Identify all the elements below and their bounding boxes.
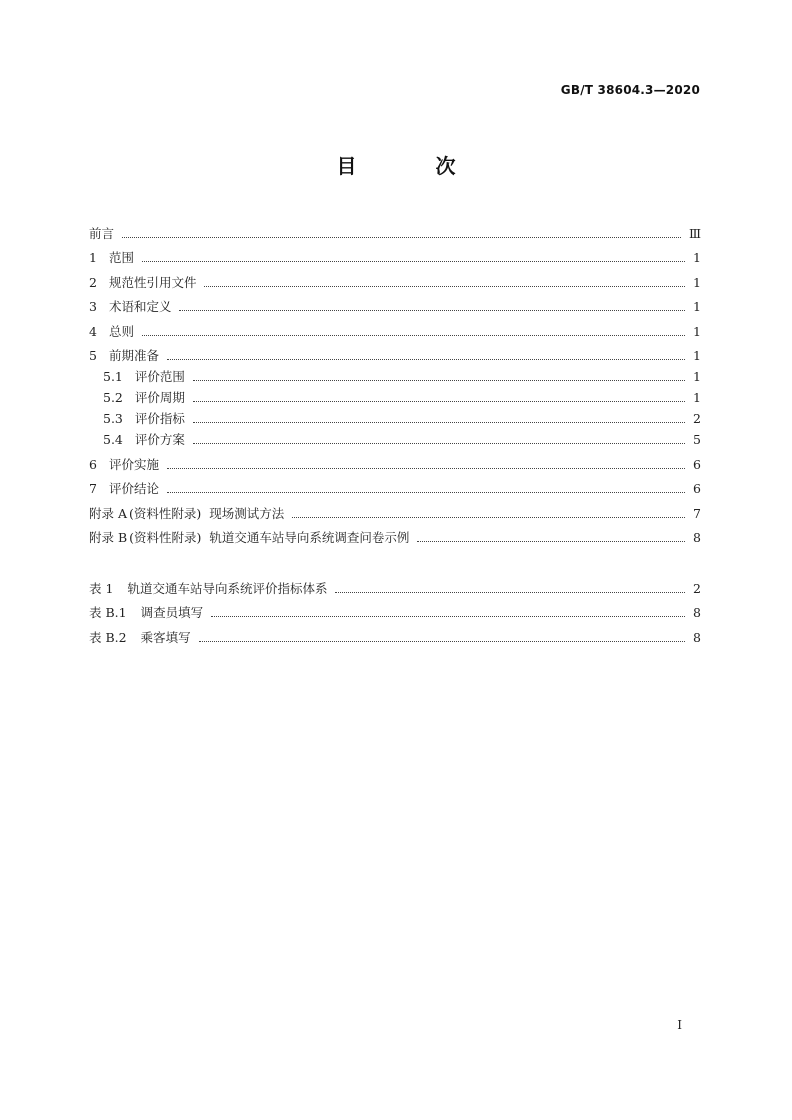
toc-entry[interactable] [89, 242, 701, 267]
toc-entry-page: 1 [693, 348, 701, 363]
toc-entry[interactable] [89, 473, 701, 498]
toc-entry-number: 5.4 [103, 432, 123, 447]
toc-entry-number: 5.3 [103, 411, 123, 426]
toc-entry-number: 1 [89, 250, 97, 265]
toc-entry[interactable] [89, 427, 701, 448]
dot-leader [167, 468, 685, 469]
toc-entry-page: 6 [693, 481, 701, 496]
toc-entry[interactable] [89, 364, 701, 385]
toc-entry-label: 评价实施 [108, 456, 159, 472]
toc-entry-page: 7 [693, 505, 701, 521]
dot-leader [193, 443, 685, 444]
toc-entry-page: 8 [693, 605, 701, 620]
toc-entry-page: 8 [693, 629, 701, 645]
toc-entry-number: 4 [89, 323, 97, 339]
dot-leader [204, 286, 685, 287]
dot-leader [167, 492, 685, 493]
toc-entry-number: 表 B.1 [89, 605, 127, 620]
toc-entry-page: 1 [693, 369, 701, 384]
dot-leader [193, 380, 685, 381]
table-of-contents [89, 217, 701, 546]
toc-entry-page: 5 [693, 432, 701, 447]
dot-leader [193, 422, 685, 423]
toc-entry-number: 表 B.2 [89, 629, 127, 645]
toc-entry-label: 乘客填写 [140, 629, 191, 645]
toc-entry-label: 术语和定义 [108, 299, 172, 314]
toc-entry-number: 附录 A [89, 505, 128, 521]
dot-leader [142, 335, 685, 336]
toc-entry[interactable] [89, 522, 701, 547]
toc-entry[interactable] [89, 572, 701, 597]
toc-entry-label: (资料性附录) 现场测试方法 [129, 505, 285, 521]
toc-entry-page: 1 [693, 323, 701, 339]
dot-leader [417, 541, 685, 542]
dot-leader [179, 310, 685, 311]
toc-entry-page: 8 [693, 530, 701, 545]
dot-leader [142, 261, 685, 262]
toc-entry-number: 6 [89, 456, 97, 472]
list-of-tables [89, 572, 701, 646]
toc-entry[interactable] [89, 217, 701, 242]
toc-entry-number: 2 [89, 274, 97, 290]
toc-entry[interactable] [89, 340, 701, 365]
toc-entry-label: 范围 [108, 250, 134, 265]
toc-entry[interactable] [89, 497, 701, 522]
toc-entry-label: 评价指标 [134, 411, 185, 426]
toc-entry-page: 6 [693, 456, 701, 472]
toc-entry[interactable] [89, 597, 701, 622]
toc-entry-number: 附录 B [89, 530, 128, 545]
toc-entry-label: (资料性附录) 轨道交通车站导向系统调查问卷示例 [129, 530, 410, 545]
toc-entry-label: 调查员填写 [140, 605, 204, 620]
toc-entry-label: 规范性引用文件 [108, 274, 197, 290]
toc-entry-page: Ⅲ [688, 225, 701, 241]
toc-entry[interactable] [89, 266, 701, 291]
toc-entry[interactable] [89, 315, 701, 340]
toc-entry-number: 3 [89, 299, 97, 314]
toc-entry-label: 评价周期 [134, 390, 185, 405]
dot-leader [211, 616, 685, 617]
toc-entry-page: 1 [693, 390, 701, 405]
toc-entry-page: 2 [693, 411, 701, 426]
toc-entry-page: 1 [693, 250, 701, 265]
toc-entry-label: 前期准备 [108, 348, 159, 363]
standard-code: GB/T 38604.3—2020 [560, 83, 700, 97]
dot-leader [167, 359, 685, 360]
toc-entry-label: 前言 [89, 225, 115, 241]
page-number: I [677, 1018, 682, 1032]
toc-entry-label: 评价方案 [134, 432, 185, 447]
dot-leader [199, 641, 685, 642]
dot-leader [193, 401, 685, 402]
dot-leader [122, 237, 681, 238]
toc-entry-label: 总则 [108, 323, 134, 339]
toc-entry-label: 评价结论 [108, 481, 159, 496]
page-title: 目 次 [336, 154, 492, 178]
toc-entry-number: 表 1 [89, 580, 114, 596]
dot-leader [292, 517, 685, 518]
toc-entry[interactable] [89, 621, 701, 646]
toc-entry[interactable] [89, 406, 701, 427]
toc-entry[interactable] [89, 448, 701, 473]
toc-entry-number: 7 [89, 481, 97, 496]
toc-entry-number: 5.2 [103, 390, 123, 405]
dot-leader [335, 592, 685, 593]
toc-entry[interactable] [89, 291, 701, 316]
toc-entry-page: 2 [693, 580, 701, 596]
toc-entry-number: 5.1 [103, 369, 123, 384]
toc-entry-number: 5 [89, 348, 97, 363]
toc-entry-page: 1 [693, 299, 701, 314]
toc-entry-label: 轨道交通车站导向系统评价指标体系 [127, 580, 328, 596]
toc-entry-label: 评价范围 [134, 369, 185, 384]
toc-entry-page: 1 [693, 274, 701, 290]
toc-entry[interactable] [89, 385, 701, 406]
